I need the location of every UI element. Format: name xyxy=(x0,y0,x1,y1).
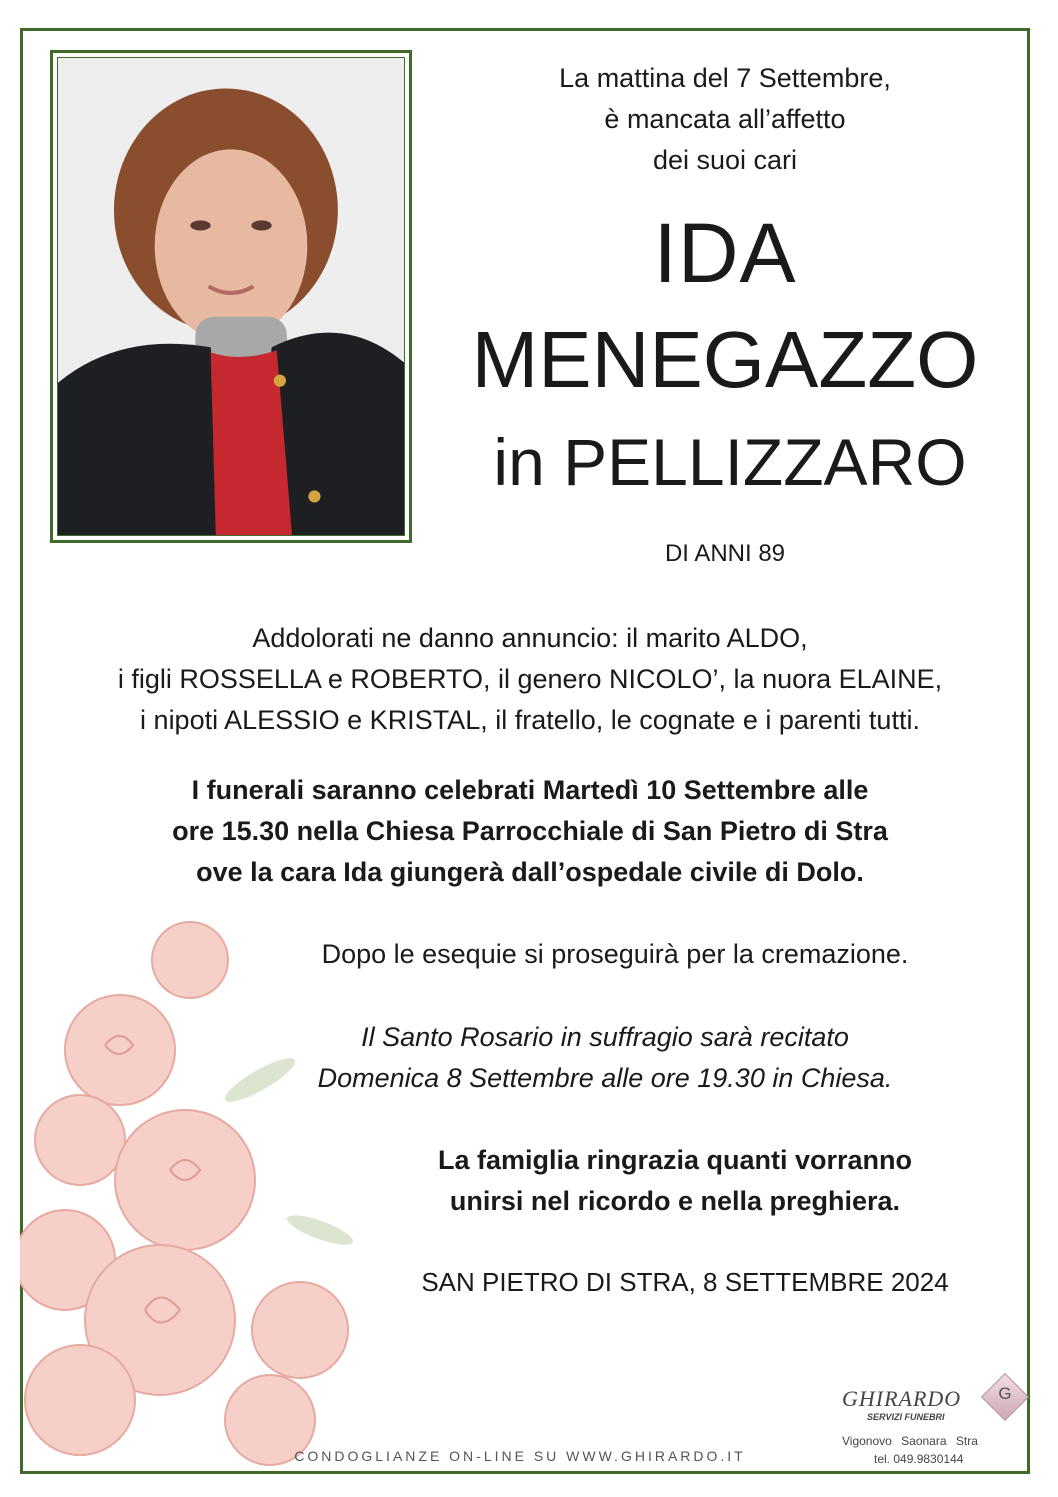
thanks-line: unirsi nel ricordo e nella preghiera. xyxy=(449,1186,901,1216)
logo-mark-letter: G xyxy=(998,1384,1012,1403)
logo-towns: Vigonovo Saonara Stra xyxy=(842,1434,978,1448)
logo-subtitle: SERVIZI FUNEBRI xyxy=(867,1412,945,1422)
portrait-photo xyxy=(57,57,405,536)
rosary-line: Domenica 8 Settembre alle ore 19.30 in Chiesa. xyxy=(317,1063,893,1093)
funeral-details xyxy=(60,770,1000,893)
funeral-home-logo xyxy=(832,1372,1032,1472)
place-date: SAN PIETRO DI STRA, 8 SETTEMBRE 2024 xyxy=(421,1267,949,1297)
cremation-note: Dopo le esequie si proseguirà per la cremazione. xyxy=(321,939,909,969)
roses-decoration-icon xyxy=(20,900,380,1475)
deceased-married-name: in PELLIZZARO xyxy=(493,425,967,499)
funeral-line: ore 15.30 nella Chiesa Parrocchiale di San Pietro di Stra xyxy=(172,816,888,846)
family-thanks xyxy=(400,1140,950,1222)
portrait-frame xyxy=(50,50,412,543)
family-line: i figli ROSSELLA e ROBERTO, il genero NICOLO’, la nuora ELAINE, xyxy=(117,664,943,694)
deceased-first-name: IDA xyxy=(653,206,797,300)
family-line: i nipoti ALESSIO e KRISTAL, il fratello, le cognate e i parenti tutti. xyxy=(140,705,920,735)
family-line: Addolorati ne danno annuncio: il marito ALDO, xyxy=(252,623,808,653)
age-text: DI ANNI 89 xyxy=(664,540,786,567)
logo-name: GHIRARDO xyxy=(842,1386,962,1411)
funeral-line: I funerali saranno celebrati Martedì 10 Settembre alle xyxy=(191,775,869,805)
intro-line: è mancata all’affetto xyxy=(604,104,846,134)
intro-line: dei suoi cari xyxy=(652,145,798,175)
intro-text xyxy=(470,58,980,181)
deceased-last-name: MENEGAZZO xyxy=(471,315,979,404)
funeral-line: ove la cara Ida giungerà dall’ospedale civile di Dolo. xyxy=(196,857,864,887)
family-announcement xyxy=(60,618,1000,741)
condolences-url[interactable]: CONDOGLIANZE ON-LINE SU WWW.GHIRARDO.IT xyxy=(294,1448,746,1464)
thanks-line: La famiglia ringrazia quanti vorranno xyxy=(437,1145,913,1175)
intro-line: La mattina del 7 Settembre, xyxy=(559,63,891,93)
rosary-line: Il Santo Rosario in suffragio sarà recitato xyxy=(361,1022,849,1052)
logo-phone: tel. 049.9830144 xyxy=(874,1452,964,1466)
